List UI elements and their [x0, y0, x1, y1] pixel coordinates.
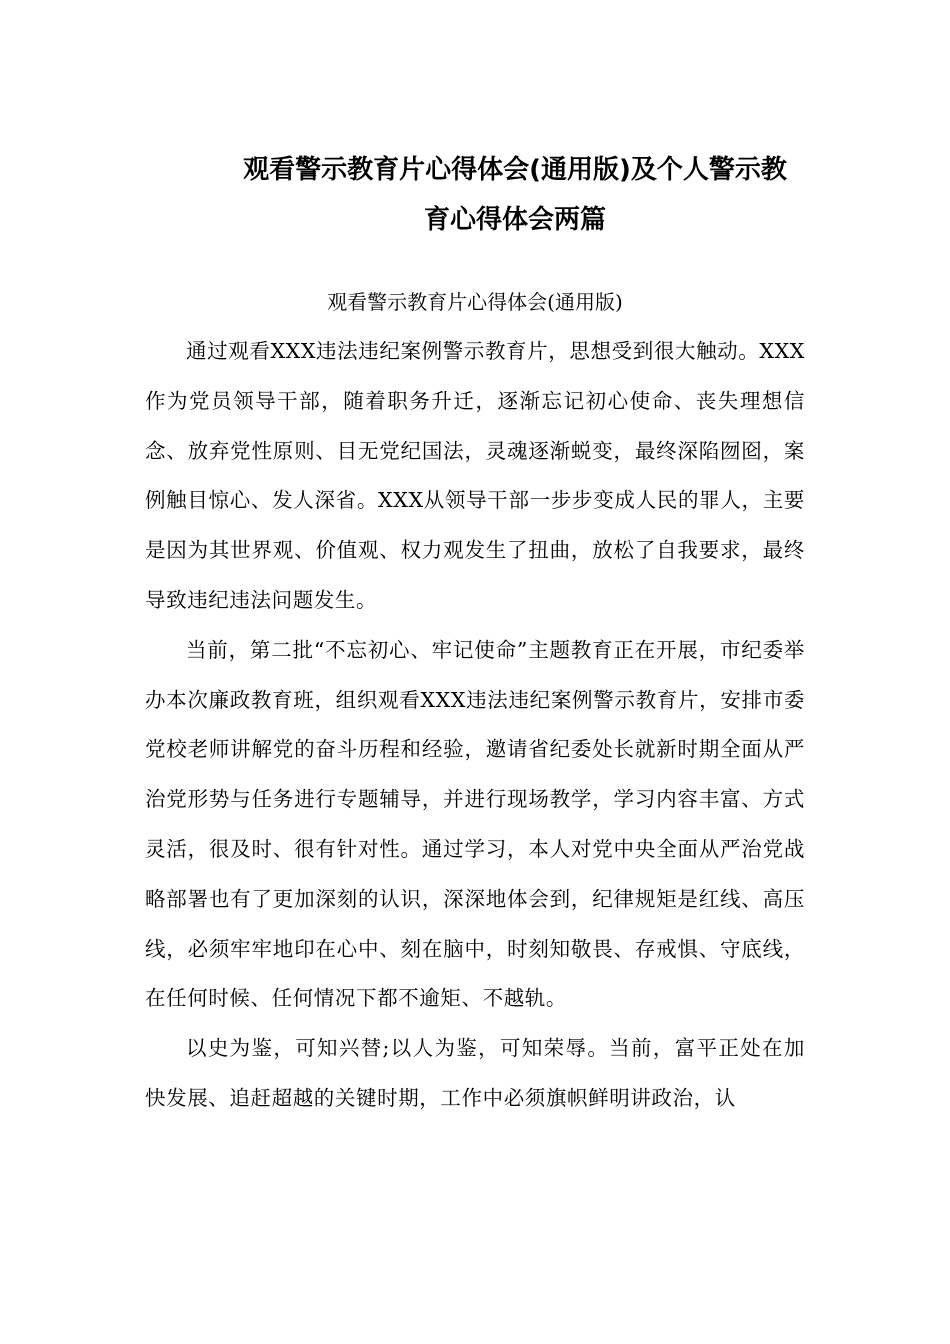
document-body — [145, 327, 805, 1124]
document-title-line-1: 观看警示教育片心得体会(通用版)及个人警示教 — [243, 155, 787, 185]
paragraph-3: 以史为鉴，可知兴替;以人为鉴，可知荣辱。当前，富平正处在加快发展、追赶超越的关键时期，工作中必须旗帜鲜明讲政治，认 — [145, 1036, 805, 1110]
document-title — [200, 145, 830, 245]
paragraph-2: 当前，第二批“不忘初心、牢记使命”主题教育正在开展，市纪委举办本次廉政教育班，组织观看XXX违法违纪案例警示教育片，安排市委党校老师讲解党的奋斗历程和经验，邀请省纪委处长就新时期全面从严治党形势与任务进行专题辅导，并进行现场教学，学习内容丰富、方式灵活，很及时、很有针对性。通过学习，本人对党中央全面从严治党战略部署也有了更加深刻的认识，深深地体会到，纪律规矩是红线、高压线，必须牢牢地印在心中、刻在脑中，时刻知敬畏、存戒惧、守底线，在任何时候、任何情况下都不逾矩、不越轨。 — [145, 637, 805, 1011]
section-title: 观看警示教育片心得体会(通用版) — [327, 290, 623, 314]
paragraph-1: 通过观看XXX违法违纪案例警示教育片，思想受到很大触动。XXX作为党员领导干部，随着职务升迁，逐渐忘记初心使命、丧失理想信念、放弃党性原则、目无党纪国法，灵魂逐渐蜕变，最终深陷囫囵，案例触目惊心、发人深省。XXX从领导干部一步步变成人民的罪人，主要是因为其世界观、价值观、权力观发生了扭曲，放松了自我要求，最终导致违纪违法问题发生。 — [145, 339, 805, 612]
document-title-line-2: 育心得体会两篇 — [423, 205, 606, 235]
